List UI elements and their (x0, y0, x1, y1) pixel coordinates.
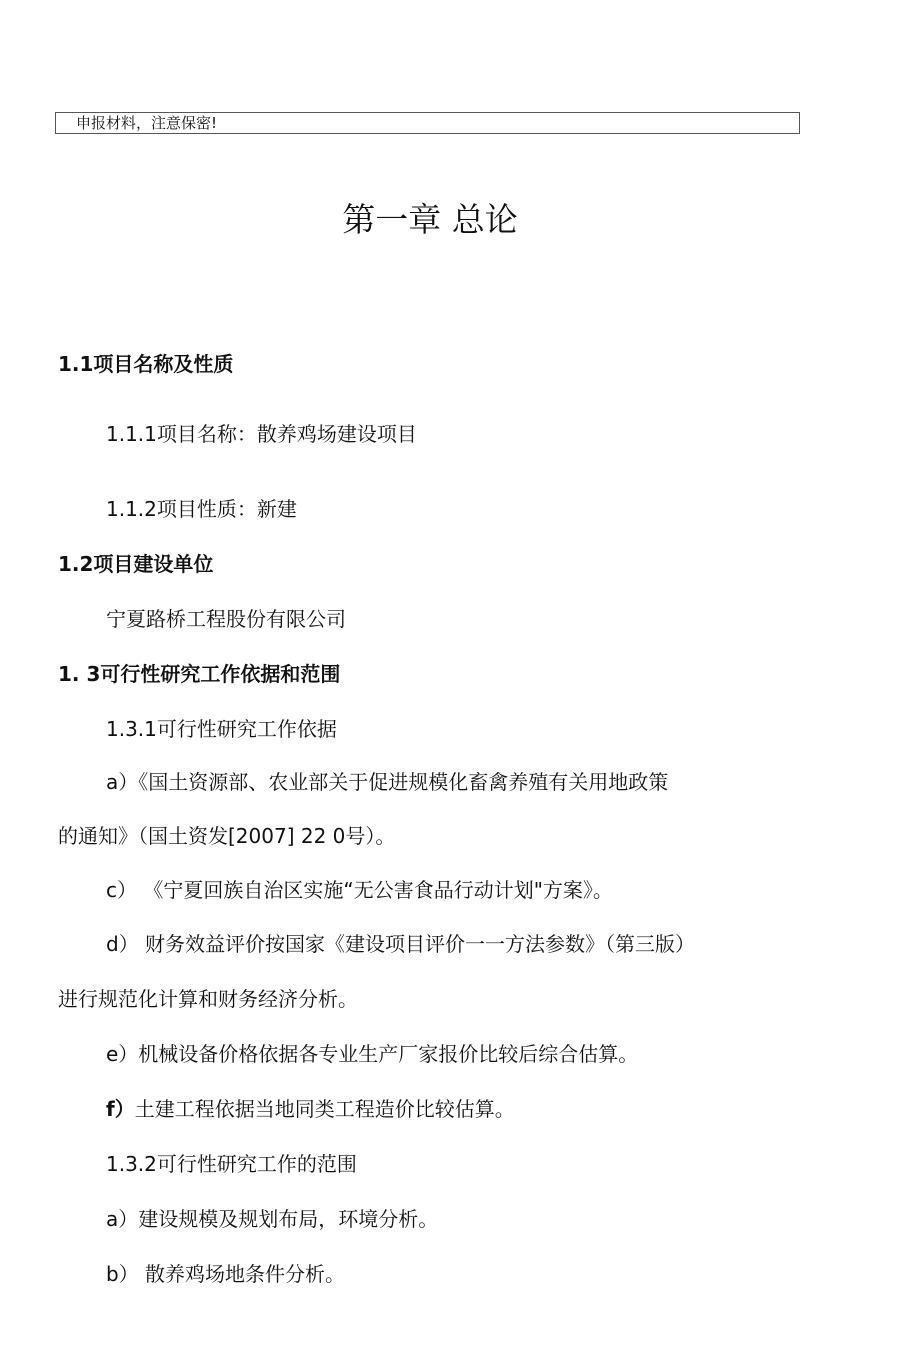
confidential-note: 申报材料，注意保密! (76, 114, 218, 132)
basis-item-d-line2: 进行规范化计算和财务经济分析。 (58, 987, 358, 1011)
scope-item-b: b） 散养鸡场地条件分析。 (106, 1262, 346, 1286)
basis-item-e: e）机械设备价格依据各专业生产厂家报价比较后综合估算。 (106, 1042, 639, 1066)
basis-item-f-text: 土建工程依据当地同类工程造价比较估算。 (134, 1097, 515, 1121)
project-name-item: 1.1.1项目名称：散养鸡场建设项目 (106, 422, 417, 446)
basis-item-f (106, 1096, 515, 1122)
basis-item-f-label: f） (106, 1097, 135, 1121)
confidential-header-box (55, 112, 800, 134)
project-nature-item: 1.1.2项目性质：新建 (106, 497, 297, 521)
basis-item-d-line1: d） 财务效益评价按国家《建设项目评价一一方法参数》（第三版） (106, 932, 696, 956)
subsection-1-3-1-title: 1.3.1可行性研究工作依据 (106, 717, 337, 741)
section-1-2-heading: 1.2项目建设单位 (58, 552, 214, 576)
section-1-3-heading: 1. 3可行性研究工作依据和范围 (58, 662, 341, 686)
scope-item-a: a）建设规模及规划布局，环境分析。 (106, 1207, 439, 1231)
construction-unit: 宁夏路桥工程股份有限公司 (106, 607, 346, 631)
chapter-title: 第一章 总论 (342, 200, 518, 239)
basis-item-c: c） 《宁夏回族自治区实施“无公害食品行动计划"方案》。 (106, 878, 613, 902)
basis-item-a-line1: a）《国土资源部、农业部关于促进规模化畜禽养殖有关用地政策 (106, 770, 669, 794)
section-1-1-heading: 1.1项目名称及性质 (58, 352, 234, 376)
basis-item-a-line2: 的通知》（国土资发[2007] 22 0号）。 (58, 824, 396, 848)
subsection-1-3-2-title: 1.3.2可行性研究工作的范围 (106, 1152, 357, 1176)
